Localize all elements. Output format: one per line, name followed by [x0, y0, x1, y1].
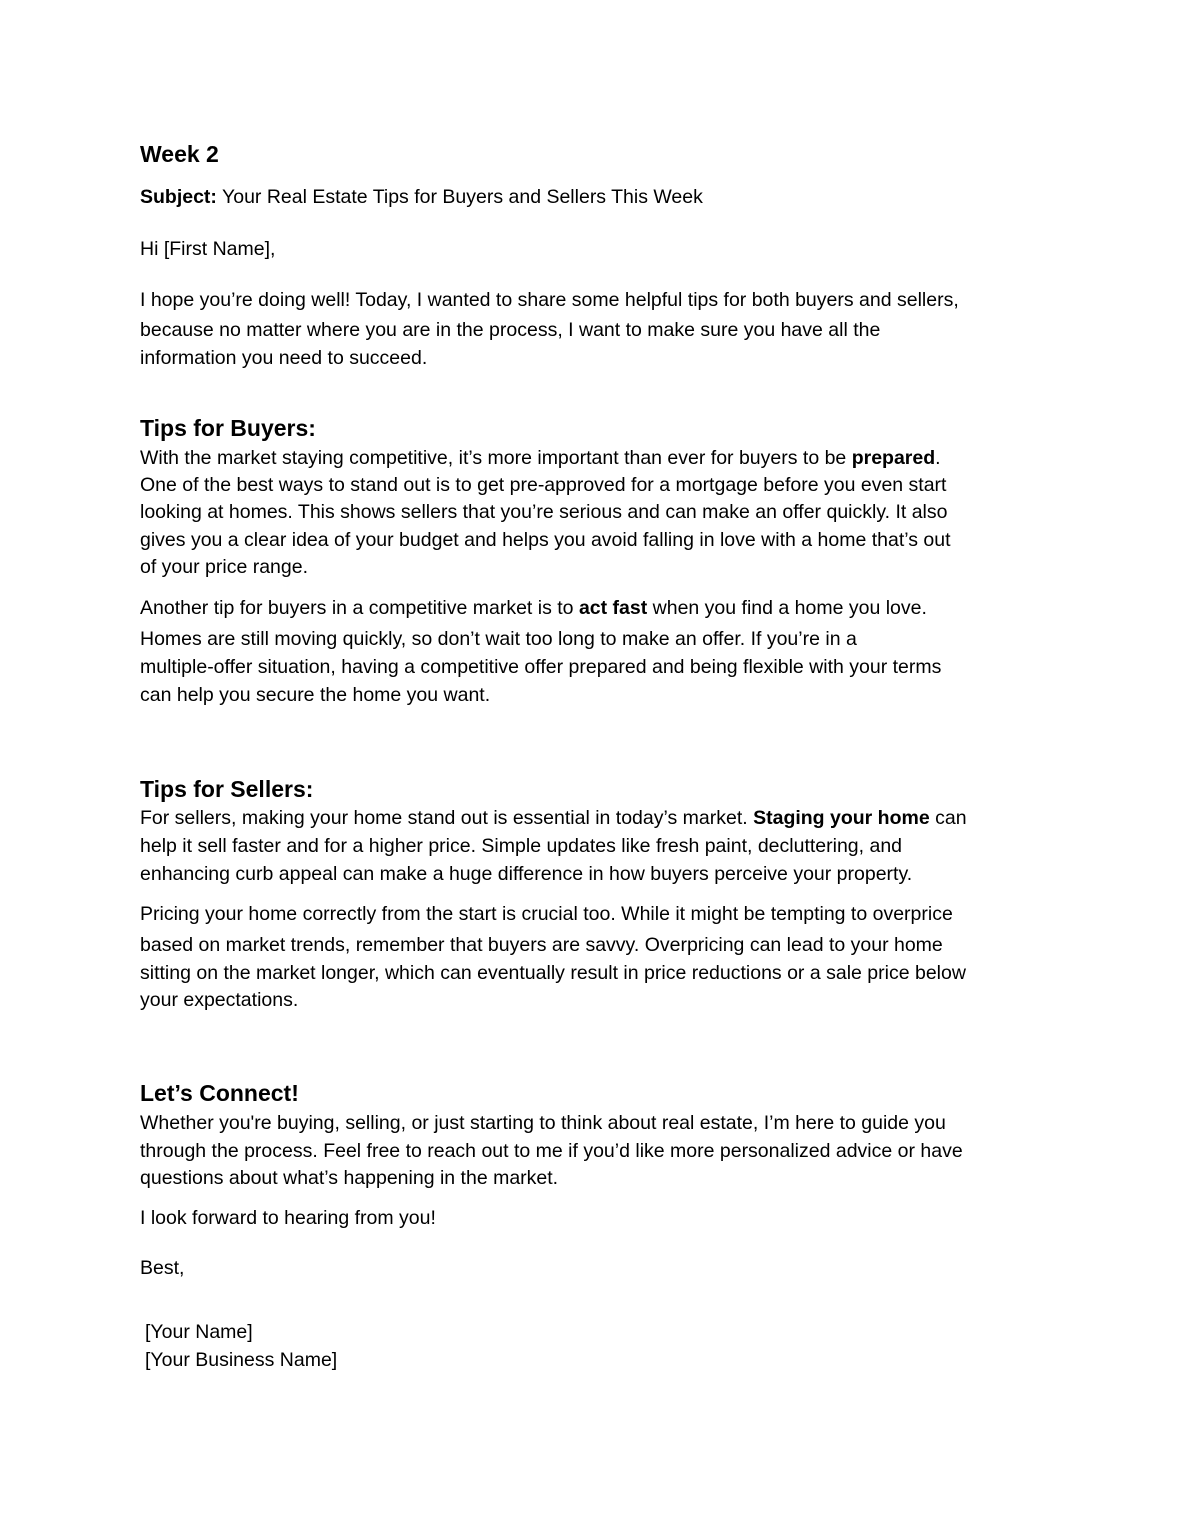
buyers-p2-line: can help you secure the home you want.: [140, 684, 491, 706]
sellers-p2-line: based on market trends, remember that buyers are savvy. Overpricing can lead to your home: [140, 934, 943, 956]
sellers-p1-line: enhancing curb appeal can make a huge difference in how buyers perceive your property.: [140, 863, 913, 885]
buyers-heading: Tips for Buyers:: [140, 415, 316, 441]
buyers-p1-line: gives you a clear idea of your budget and helps you avoid falling in love with a home that’s out: [140, 529, 951, 551]
sellers-p2-line: your expectations.: [140, 989, 299, 1011]
closing-line: I look forward to hearing from you!: [140, 1207, 436, 1229]
sellers-p2-line: sitting on the market longer, which can eventually result in price reductions or a sale price below: [140, 962, 966, 984]
subject-text: Your Real Estate Tips for Buyers and Sellers This Week: [216, 186, 703, 208]
connect-line: Whether you're buying, selling, or just starting to think about real estate, I’m here to guide you: [140, 1112, 946, 1134]
signature-business: [Your Business Name]: [145, 1349, 338, 1371]
signoff: Best,: [140, 1257, 185, 1279]
text-run: With the market staying competitive, it’s more important than ever for buyers to be: [140, 447, 852, 469]
sellers-heading: Tips for Sellers:: [140, 776, 314, 802]
buyers-p2-line: [140, 597, 927, 620]
buyers-p1-line: One of the best ways to stand out is to get pre-approved for a mortgage before you even start: [140, 474, 947, 496]
text-run: For sellers, making your home stand out is essential in today’s market.: [140, 807, 754, 829]
buyers-p2-line: Homes are still moving quickly, so don’t wait too long to make an offer. If you’re in a: [140, 628, 857, 650]
text-run: can: [929, 807, 967, 829]
greeting: Hi [First Name],: [140, 238, 276, 260]
sellers-p2-line: Pricing your home correctly from the start is crucial too. While it might be tempting to overprice: [140, 903, 953, 925]
connect-heading: Let’s Connect!: [140, 1080, 299, 1106]
text-run: .: [935, 447, 941, 469]
page-title: Week 2: [140, 141, 219, 167]
subject-label: Subject:: [140, 186, 217, 208]
connect-line: questions about what’s happening in the market.: [140, 1167, 559, 1189]
emphasis-act-fast: act fast: [578, 597, 648, 619]
intro-line: information you need to succeed.: [140, 347, 428, 369]
buyers-p2-line: multiple-offer situation, having a competitive offer prepared and being flexible with your terms: [140, 656, 942, 678]
connect-line: through the process. Feel free to reach out to me if you’d like more personalized advice or have: [140, 1140, 963, 1162]
intro-line: because no matter where you are in the process, I want to make sure you have all the: [140, 319, 881, 341]
sellers-p1-line: [140, 807, 967, 830]
emphasis-prepared: prepared: [851, 447, 936, 469]
text-run: when you find a home you love.: [647, 597, 927, 619]
buyers-p1-line: of your price range.: [140, 556, 309, 578]
emphasis-staging: Staging your home: [753, 807, 930, 829]
subject-line: [140, 186, 703, 209]
text-run: Another tip for buyers in a competitive market is to: [140, 597, 579, 619]
buyers-p1-line: [140, 447, 941, 470]
intro-line: I hope you’re doing well! Today, I wanted to share some helpful tips for both buyers and sellers,: [140, 289, 959, 311]
buyers-p1-line: looking at homes. This shows sellers that you’re serious and can make an offer quickly. It also: [140, 501, 948, 523]
sellers-p1-line: help it sell faster and for a higher price. Simple updates like fresh paint, decluttering, and: [140, 835, 903, 857]
signature-name: [Your Name]: [145, 1321, 253, 1343]
